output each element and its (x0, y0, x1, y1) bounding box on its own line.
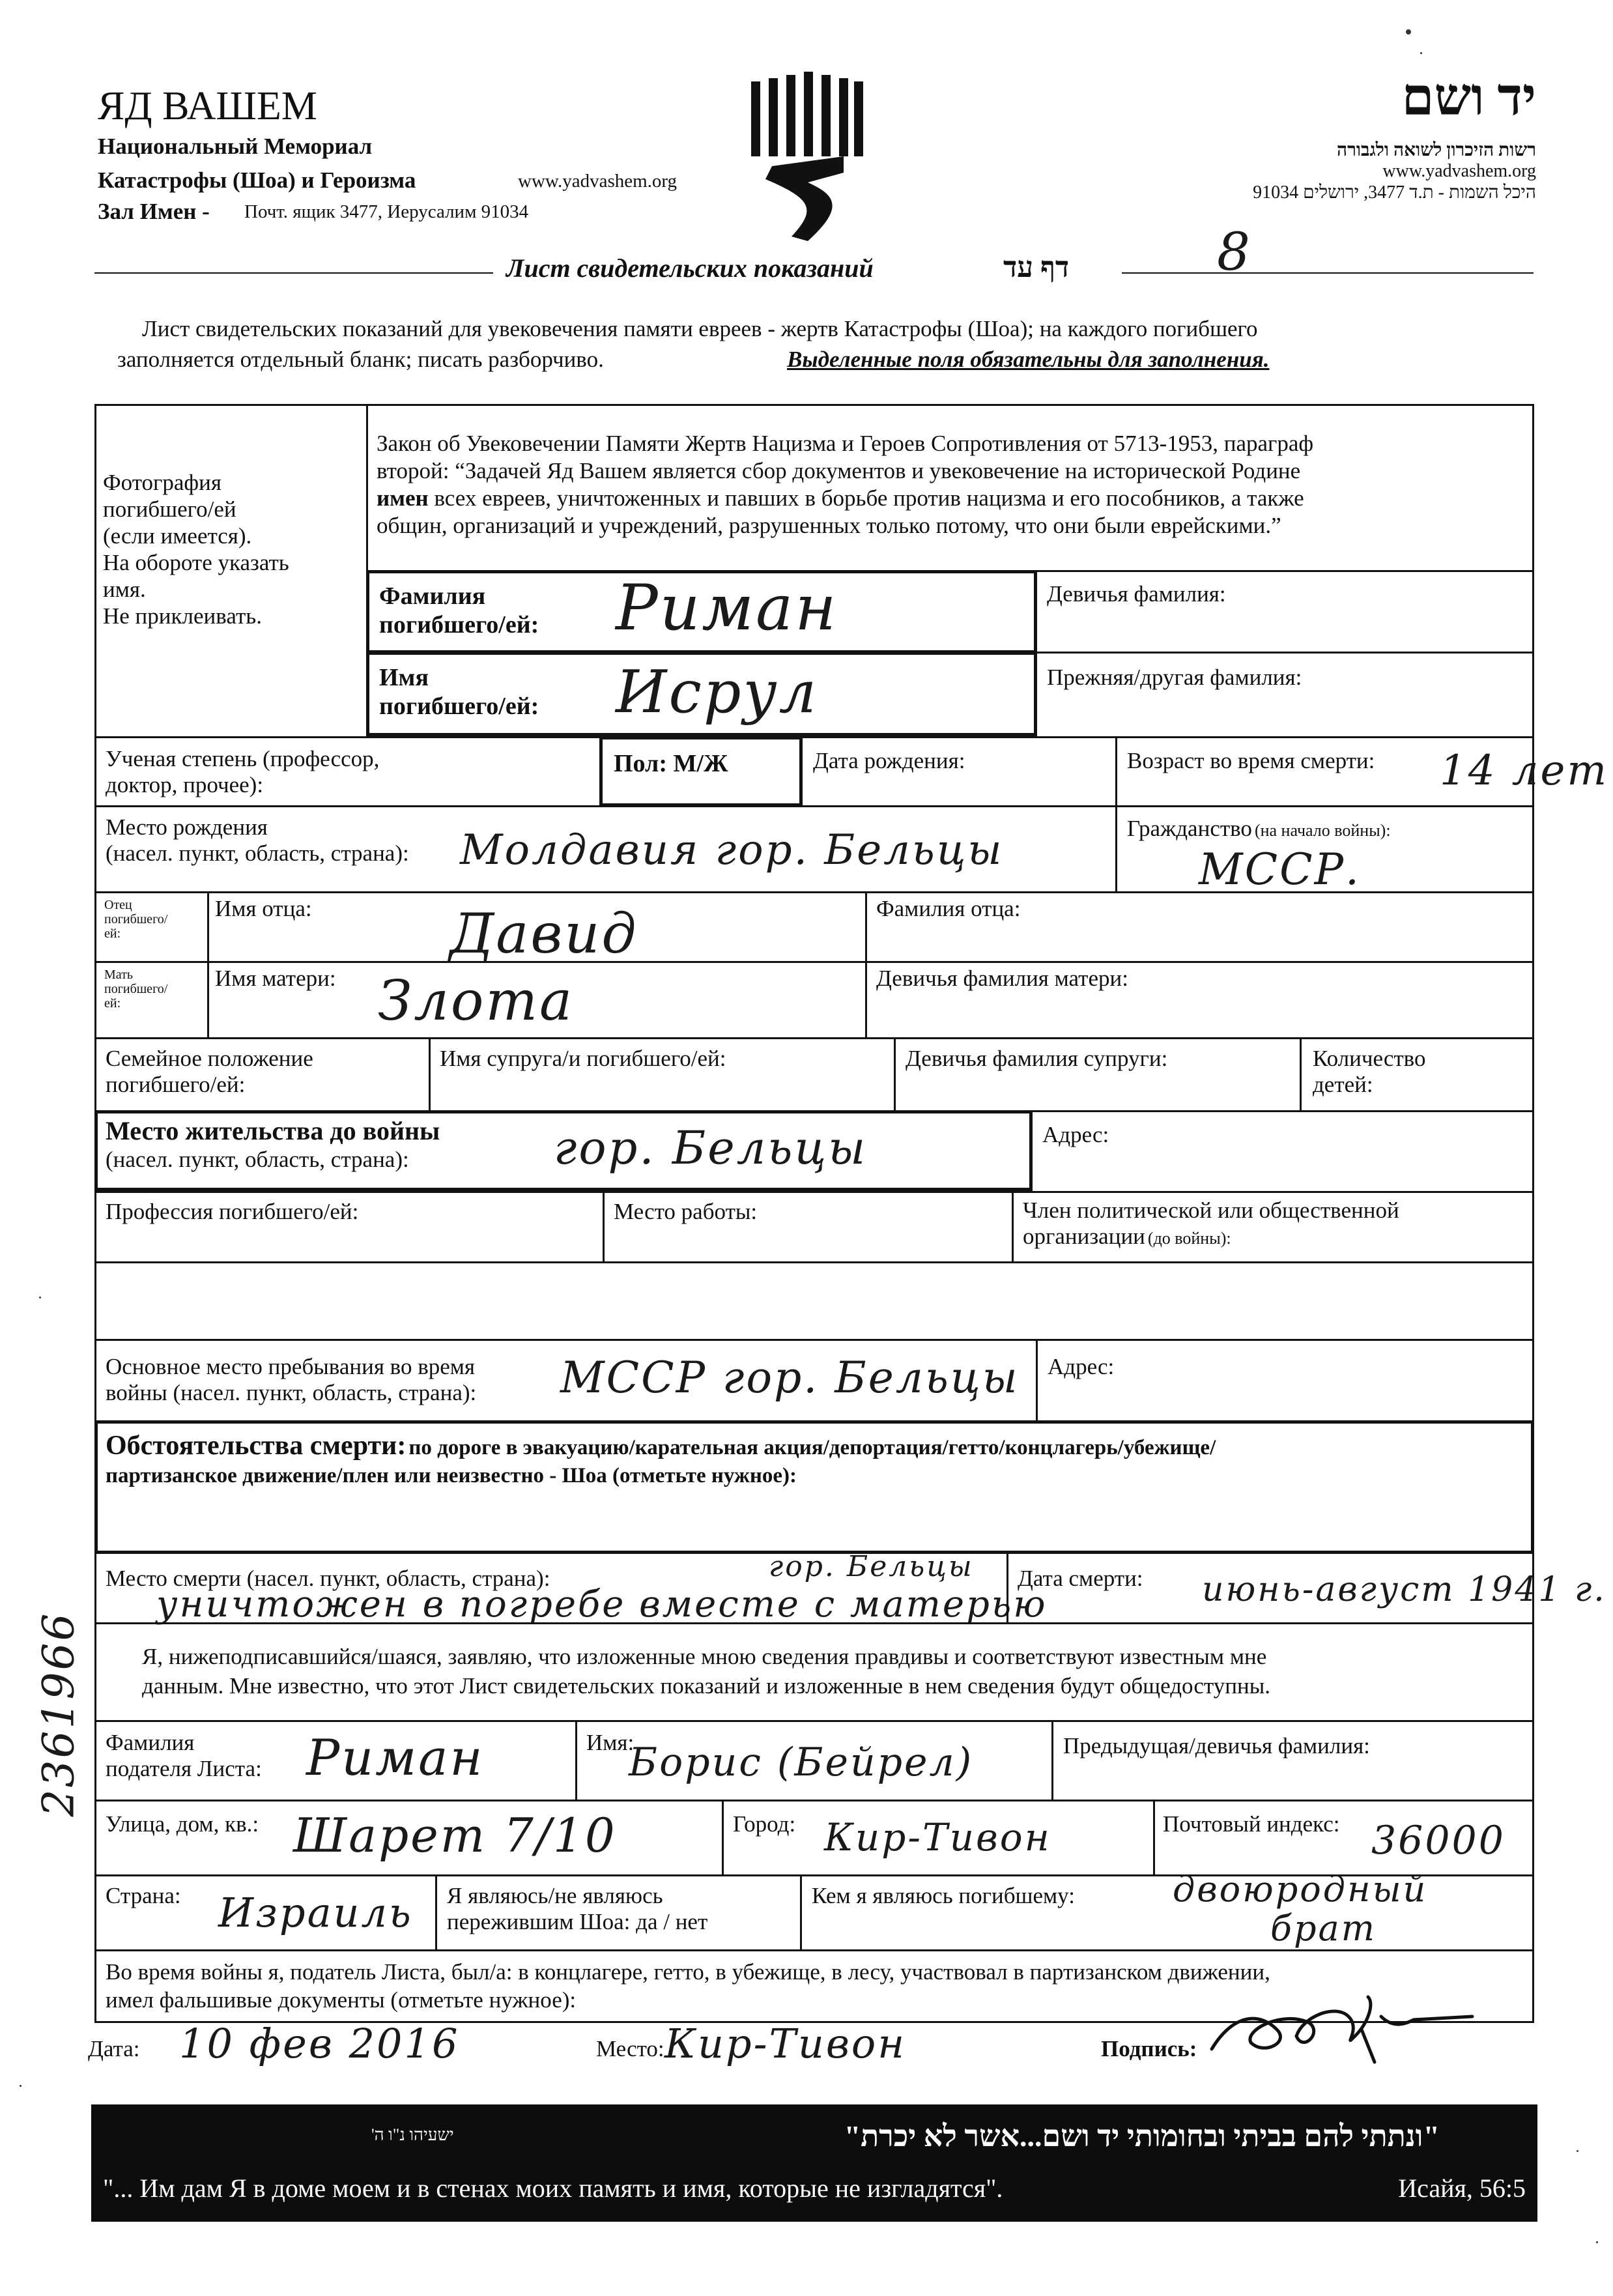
residence-label (106, 1115, 440, 1173)
relation-value-1: двоюродный (1173, 1869, 1428, 1910)
country-label: Страна: (106, 1883, 181, 1908)
death-circ-options-2: партизанское движение/плен или неизвестно - Шоа (отметьте нужное): (106, 1464, 797, 1487)
law-names-word: имен (377, 485, 429, 511)
rule-submitter-name (575, 1720, 577, 1800)
rule-row-father (94, 891, 1534, 893)
city-value[interactable]: Кир-Тивон (824, 1815, 1051, 1859)
rule-age-left (1115, 736, 1117, 805)
submitter-wartime-text (106, 1958, 1270, 2014)
age-value[interactable]: 14 лет (1440, 747, 1609, 795)
rule-address (94, 1800, 1534, 1801)
rule-submitter-name (94, 1720, 1534, 1722)
rule-workplace (603, 1191, 605, 1261)
citizenship-label-note: (на начало войны): (1254, 821, 1391, 840)
residence-label-2: (насел. пункт, область, страна): (106, 1147, 409, 1172)
zip-label: Почтовый индекс: (1163, 1811, 1340, 1837)
children-label-2: детей: (1313, 1072, 1373, 1097)
father-side-2: погибшего/ (104, 912, 168, 926)
hall-label-ru: Зал Имен - (98, 199, 210, 224)
declaration-line-1: Я, нижеподписавшийся/шаяся, заявляю, что изложенные мною сведения правдивы и соответствуют известным мне (142, 1644, 1267, 1669)
maiden-name-label: Девичья фамилия: (1047, 581, 1226, 607)
rule-survivor (435, 1874, 437, 1949)
residence-value[interactable]: гор. Бельцы (554, 1121, 868, 1175)
org-subtitle-1: Национальный Мемориал (98, 134, 373, 159)
law-line-2: второй: “Задачей Яд Вашем является сбор документов и увековечение на исторической Родине (377, 458, 1301, 483)
death-circ-label: Обстоятельства смерти: (106, 1431, 407, 1461)
street-value[interactable]: Шарет 7/10 (293, 1808, 617, 1863)
prev-surname-label: Прежняя/другая фамилия: (1047, 665, 1302, 690)
children-label-1: Количество (1313, 1046, 1426, 1071)
submitter-wartime-line-1: Во время войны я, податель Листа, был/а: в концлагере, гетто, в убежище, в лесу, участвовал в партизанском движении, (106, 1959, 1270, 1985)
rule-city (722, 1800, 724, 1874)
degree-label (106, 746, 379, 798)
rule-spouse-maiden (894, 1037, 896, 1110)
title-rule-left (94, 272, 493, 274)
scan-speck (1406, 29, 1411, 35)
submitter-name-value[interactable]: Борис (Бейрел) (629, 1740, 974, 1785)
scan-speck (1420, 52, 1422, 54)
submitter-surname-value[interactable]: Риман (306, 1729, 485, 1787)
member-label (1023, 1198, 1399, 1250)
form-title-ru: Лист свидетельских показаний (506, 253, 874, 283)
rule-spouse (429, 1037, 431, 1110)
mother-maiden-label: Девичья фамилия матери: (876, 966, 1128, 991)
death-circumstances-text (106, 1430, 1526, 1490)
rule-member (1012, 1191, 1014, 1261)
victim-surname-label-1: Фамилия (379, 582, 486, 610)
mother-side-label (104, 968, 167, 1011)
website-ru: www.yadvashem.org (518, 171, 678, 192)
photo-line-5: имя. (103, 577, 146, 602)
signature-label: Подпись: (1101, 2036, 1197, 2061)
workplace-label: Место работы: (614, 1199, 758, 1224)
marital-label-1: Семейное положение (106, 1046, 313, 1071)
mother-name-value[interactable]: Злота (378, 969, 575, 1033)
birthplace-value[interactable]: Молдавия гор. Бельцы (460, 826, 1004, 874)
father-side-3: ей: (104, 926, 121, 941)
survivor-label (447, 1883, 707, 1935)
degree-label-1: Ученая степень (профессор, (106, 746, 380, 771)
law-line-4: общин, организаций и учреждений, разрушенных только потому, что они были еврейскими.” (377, 513, 1281, 538)
victim-name-label-2: погибшего/ей: (379, 693, 539, 720)
father-side-1: Отец (104, 898, 132, 912)
marital-label (106, 1046, 313, 1098)
birthplace-label-1: Место рождения (106, 814, 268, 840)
signature-scribble[interactable] (1205, 1990, 1479, 2069)
residence-label-1: Место жительства до войны (106, 1116, 440, 1145)
death-circ-options-1: по дороге в эвакуацию/карательная акция/депортация/гетто/концлагерь/убежище/ (408, 1436, 1216, 1459)
rule-submitter-prev (1051, 1720, 1053, 1800)
law-text (377, 430, 1313, 539)
submitter-wartime-line-2: имел фальшивые документы (отметьте нужное): (106, 1987, 577, 2013)
sign-place-label: Место: (596, 2036, 664, 2061)
victim-surname-value[interactable]: Риман (616, 571, 838, 644)
street-label: Улица, дом, кв.: (106, 1811, 259, 1837)
rule-row-profession (94, 1191, 1534, 1193)
submitter-surname-label-1: Фамилия (106, 1730, 195, 1755)
org-subtitle-he: רשות הזיכרון לשואה ולגבורה (1336, 140, 1536, 160)
survivor-label-2: пережившим Шоа: да / нет (447, 1909, 708, 1934)
citizenship-label-main: Гражданство (1127, 816, 1252, 841)
death-date-label: Дата смерти: (1018, 1566, 1143, 1591)
rule-father-side (207, 891, 209, 1037)
survivor-label-1: Я являюсь/не являюсь (447, 1883, 663, 1908)
photo-line-1: Фотография (103, 470, 221, 495)
hall-label-he: היכל השמות - ת.ד 3477, ירושלים 91034 (1253, 182, 1536, 203)
website-he: www.yadvashem.org (1382, 161, 1536, 181)
spouse-maiden-label: Девичья фамилия супруги: (906, 1046, 1168, 1071)
rule-row-degree (94, 736, 1534, 738)
victim-name-label (379, 663, 539, 721)
rule-row-birthplace (94, 805, 1534, 807)
sex-label: Пол: М/Ж (614, 750, 728, 777)
marital-label-2: погибшего/ей: (106, 1072, 246, 1097)
photo-line-2: погибшего/ей (103, 496, 236, 522)
father-name-value[interactable]: Давид (450, 902, 638, 966)
death-place-top-note[interactable]: гор. Бельцы (769, 1550, 974, 1583)
sign-place-value[interactable]: Кир-Тивон (664, 2020, 907, 2067)
verse-hebrew: "ונתתי להם בביתי ובחומותי יד ושם...אשר לא יכרת" (844, 2119, 1440, 2153)
sign-date-value[interactable]: 10 фев 2016 (179, 2020, 460, 2067)
profession-label: Профессия погибшего/ей: (106, 1199, 359, 1224)
intro-required-note: Выделенные поля обязательны для заполнения. (787, 347, 1270, 372)
father-surname-label: Фамилия отца: (876, 896, 1021, 921)
death-place-label: Место смерти (насел. пункт, область, страна): (106, 1566, 550, 1591)
zip-value[interactable]: 36000 (1371, 1818, 1506, 1863)
victim-name-value[interactable]: Исрул (616, 658, 819, 726)
mother-side-3: ей: (104, 996, 121, 1011)
intro-line-2: заполняется отдельный бланк; писать разборчиво. (117, 347, 604, 372)
wartime-place-value[interactable]: МССР гор. Бельцы (560, 1353, 1020, 1403)
relation-label: Кем я являюсь погибшему: (812, 1883, 1075, 1908)
verse-russian: "... Им дам Я в доме моем и в стенах моих память и имя, которые не изгладятся". (103, 2174, 1003, 2203)
verse-hebrew-ref: ישעיהו נ"ו ה' (371, 2125, 454, 2144)
org-subtitle-2: Катастрофы (Шоа) и Героизма (98, 167, 416, 193)
city-label: Город: (733, 1811, 796, 1837)
wartime-place-label-2: войны (насел. пункт, область, страна): (106, 1380, 477, 1405)
father-side-label (104, 898, 167, 941)
rule-declaration (94, 1622, 1534, 1624)
quotation-banner (91, 2104, 1537, 2222)
mother-side-2: погибшего/ (104, 982, 168, 996)
member-label-1: Член политической или общественной (1023, 1198, 1399, 1223)
rule-zip (1153, 1800, 1155, 1874)
rule-row-marital (94, 1037, 1534, 1039)
rule-children (1300, 1037, 1302, 1110)
form-title-he: דף עד (1003, 251, 1070, 283)
victim-surname-label (379, 582, 539, 639)
photo-instructions (103, 469, 289, 629)
rule-relation (800, 1874, 802, 1949)
birthplace-label-2: (насел. пункт, область, страна): (106, 840, 409, 866)
intro-line-1: Лист свидетельских показаний для увековечения памяти евреев - жертв Катастрофы (Шоа); на каждого погибшего (142, 316, 1258, 341)
submitter-name-label: Имя: (586, 1730, 635, 1755)
relation-value[interactable] (1173, 1870, 1427, 1948)
margin-file-number: 2361966 (33, 1611, 84, 1817)
verse-russian-ref: Исайя, 56:5 (1398, 2174, 1526, 2203)
rule-row-wartime (94, 1339, 1534, 1341)
rule-wartime-address (1036, 1339, 1038, 1420)
mother-name-label: Имя матери: (215, 966, 336, 991)
org-name-ru: ЯД ВАШЕМ (98, 84, 317, 128)
photo-line-4: На обороте указать (103, 550, 289, 575)
sign-date-label: Дата: (88, 2036, 140, 2061)
org-name-he: יד ושם (1401, 69, 1536, 126)
po-box-ru: Почт. ящик 3477, Иерусалим 91034 (244, 201, 529, 222)
rule-father-surname (865, 891, 867, 1037)
birth-date-label: Дата рождения: (813, 748, 965, 773)
rule-citizenship-left (1115, 805, 1117, 891)
rule-death-date (1006, 1554, 1008, 1622)
father-name-label: Имя отца: (215, 896, 312, 921)
handwritten-page-mark: 8 (1217, 222, 1252, 282)
title-rule-right (1122, 272, 1534, 274)
residence-address-label: Адрес: (1042, 1122, 1109, 1147)
victim-surname-label-2: погибшего/ей: (379, 611, 539, 639)
relation-value-2: брат (1270, 1908, 1377, 1949)
scan-speck (39, 1297, 41, 1299)
rule-row-mother (94, 961, 1534, 963)
citizenship-value[interactable]: МССР. (1199, 844, 1361, 895)
citizenship-label (1127, 816, 1391, 842)
death-place-value[interactable]: уничтожен в погребе вместе с матерью (156, 1583, 1048, 1626)
victim-name-label-1: Имя (379, 664, 429, 691)
member-label-note: (до войны): (1147, 1229, 1231, 1248)
country-value[interactable]: Израиль (218, 1889, 413, 1936)
spouse-name-label: Имя супруга/и погибшего/ей: (440, 1046, 726, 1071)
photo-line-6: Не приклеивать. (103, 603, 262, 629)
mother-side-1: Мать (104, 968, 134, 982)
wartime-place-label (106, 1354, 476, 1406)
scan-speck (1596, 2241, 1598, 2243)
rule-row-empty (94, 1261, 1534, 1263)
declaration-text (142, 1642, 1270, 1700)
scan-speck (20, 2085, 21, 2087)
law-line-1: Закон об Увековечении Памяти Жертв Нацизма и Героев Сопротивления от 5713-1953, параграф (377, 431, 1314, 456)
rule-prev-surname (1037, 652, 1534, 653)
wartime-place-label-1: Основное место пребывания во время (106, 1354, 476, 1379)
age-label: Возраст во время смерти: (1127, 748, 1375, 773)
submitter-surname-label-2: подателя Листа: (106, 1756, 262, 1781)
submitter-surname-label (106, 1730, 262, 1782)
law-line-3: всех евреев, уничтоженных и павших в борьбе против нацизма и его пособников, а также (434, 485, 1304, 511)
birthplace-label (106, 814, 409, 867)
yad-vashem-logo (746, 68, 866, 241)
wartime-address-label: Адрес: (1048, 1354, 1115, 1379)
death-date-value[interactable]: июнь-август 1941 г. (1202, 1570, 1606, 1609)
member-label-2: организации (1023, 1224, 1145, 1249)
children-label (1313, 1046, 1425, 1098)
degree-label-2: доктор, прочее): (106, 772, 264, 797)
submitter-prev-label: Предыдущая/девичья фамилия: (1063, 1733, 1370, 1758)
scan-speck (1577, 2150, 1578, 2152)
photo-line-3: (если имеется). (103, 523, 252, 549)
declaration-line-2: данным. Мне известно, что этот Лист свидетельских показаний и изложенные в нем сведения будут общедоступны. (142, 1673, 1270, 1699)
rule-submitter-wartime (94, 1949, 1534, 1951)
